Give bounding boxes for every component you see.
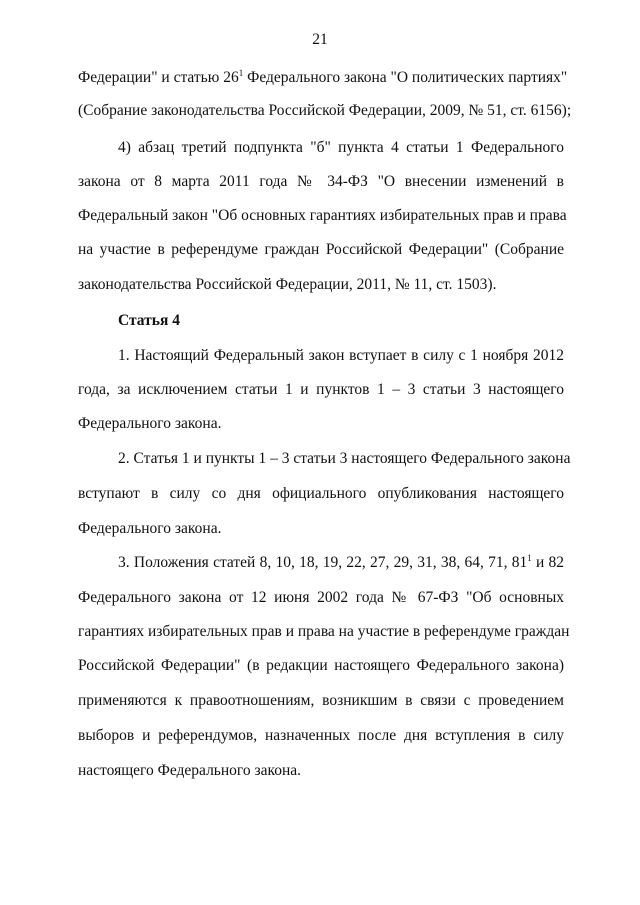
text-line: Федерального закона. xyxy=(78,520,222,537)
text-line: гарантиях избирательных прав и права на участие в референдуме граждан xyxy=(78,623,570,640)
text-line: Российской Федерации" (в редакции настоящего Федерального закона) xyxy=(78,657,564,674)
text-line: применяются к правоотношениям, возникшим в связи с проведением xyxy=(78,692,564,709)
text-line: года, за исключением статьи 1 и пунктов 1 – 3 статьи 3 настоящего xyxy=(78,381,564,398)
text-line: настоящего Федерального закона. xyxy=(78,762,302,779)
superscript: 1 xyxy=(527,553,532,563)
text-line: вступают в силу со дня официального опубликования настоящего xyxy=(78,485,564,502)
text-line: Федеральный закон "Об основных гарантиях избирательных прав и права xyxy=(78,207,567,224)
text-line: 2. Статья 1 и пункты 1 – 3 статьи 3 настоящего Федерального закона xyxy=(118,450,571,467)
text-line: 4) абзац третий подпункта "б" пункта 4 статьи 1 Федерального xyxy=(118,139,564,156)
section-heading: Статья 4 xyxy=(118,312,180,329)
page-number: 21 xyxy=(312,31,328,48)
text-line: законодательства Российской Федерации, 2011, № 11, ст. 1503). xyxy=(78,276,497,293)
text-line: выборов и референдумов, назначенных после дня вступления в силу xyxy=(78,727,564,744)
text-line: 1. Настоящий Федеральный закон вступает в силу с 1 ноября 2012 xyxy=(118,347,564,364)
superscript: 1 xyxy=(238,68,244,78)
text-line xyxy=(78,68,568,88)
text-line: (Собрание законодательства Российской Федерации, 2009, № 51, ст. 6156); xyxy=(78,102,572,119)
text-line: на участие в референдуме граждан Российской Федерации" (Собрание xyxy=(78,241,564,258)
text-fragment: и 82 xyxy=(531,554,564,571)
text-line xyxy=(118,553,564,573)
text-line: Федерального закона. xyxy=(78,415,222,432)
text-fragment: 3. Положения статей 8, 10, 18, 19, 22, 27, 29, 31, 38, 64, 71, 81 xyxy=(118,554,528,571)
text-line: Федерального закона от 12 июня 2002 года № 67-ФЗ "Об основных xyxy=(78,589,564,606)
text-fragment: Федерации" и статью 26 xyxy=(78,69,239,86)
text-fragment: Федерального закона "О политических партиях" xyxy=(243,69,568,86)
text-line: закона от 8 марта 2011 года № 34-ФЗ "О внесении изменений в xyxy=(78,173,564,190)
